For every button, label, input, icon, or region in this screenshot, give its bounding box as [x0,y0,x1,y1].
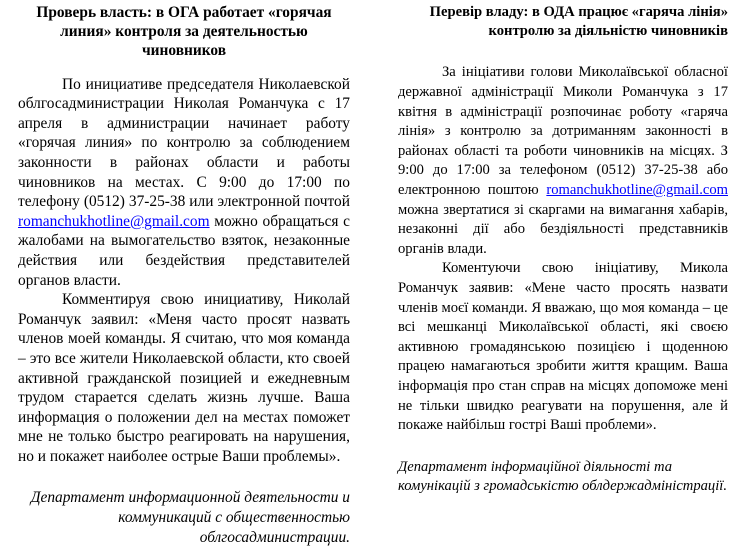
ukrainian-article [398,0,728,497]
paragraph-1-end-ru: можно обращаться с жалобами на вымогательство взяток, незаконные действия или бездействия представителей органов власти. [18,212,350,289]
paragraph-2-uk: Коментуючи свою ініціативу, Микола Романчук заявив: «Мене часто просять назвати членів моєї команди. Я вважаю, що моя команда – це всі мешканці Миколаївської області, які своєю активною громадянською позицією і щоденною працею намагаються зробити життя кращим. Ваша інформація про стан справ на місцях допоможе мені не тільки швидко реагувати на порушення, але й покаже найбільш гострі Ваші проблеми». [398,260,728,434]
paragraph-1-text-ru: По инициативе председателя Николаевской облгосадминистрации Николая Романчука с 17 апреля в администрации начинает работу «горячая линия» по контролю за соблюдением законности в районах области и работы чиновников на местах. С 9:00 до 17:00 по телефону (0512) 37-25-38 или электронной почтой [18,75,350,211]
signature-ru: Департамент информационной деятельности и коммуникаций с общественностью облгосадминистрации. [30,489,350,546]
signature-uk: Департамент інформаційної діяльності та комунікацій з громадськістю облдержадміністрації. [398,458,727,495]
paragraph-1-text-uk: За ініціативи голови Миколаївської обласної державної адміністрації Миколи Романчука з 17 квітня в адміністрації розпочинає роботу «гаряча лінія» з контролю за дотриманням законності в районах області та роботи чиновників на місцях. З 9:00 до 17:00 за телефоном (0512) 37-25-38 або електронною поштою [398,64,728,198]
paragraph-2-ru: Комментируя свою инициативу, Николай Романчук заявил: «Меня часто просят назвать членов моей команды. Я считаю, что моя команда – это все жители Николаевской области, кто своей активной гражданской позицией и ежедневным трудом старается сделать жизнь лучше. Ваша информация о положении дел на местах поможет мне не только быстро реагировать на нарушения, но и покажет наиболее острые Ваши проблемы». [18,291,350,465]
paragraph-1-end-uk: можна звертатися зі скаргами на вимагання хабарів, незаконні дії або бездіяльності представників органів влади. [398,201,728,257]
article-title-uk: Перевір владу: в ОДА працює «гаряча лінія» контролю за діяльністю чиновників [429,4,728,40]
paragraph-1-uk [398,63,728,259]
paragraph-1-ru [18,75,350,291]
email-link-uk[interactable]: romanchukhotline@gmail.com [546,181,728,198]
email-link-ru[interactable]: romanchukhotline@gmail.com [18,212,210,230]
article-title-ru: Проверь власть: в ОГА работает «горячая линия» контроля за деятельностью чиновников [36,4,332,60]
russian-article [18,0,350,547]
